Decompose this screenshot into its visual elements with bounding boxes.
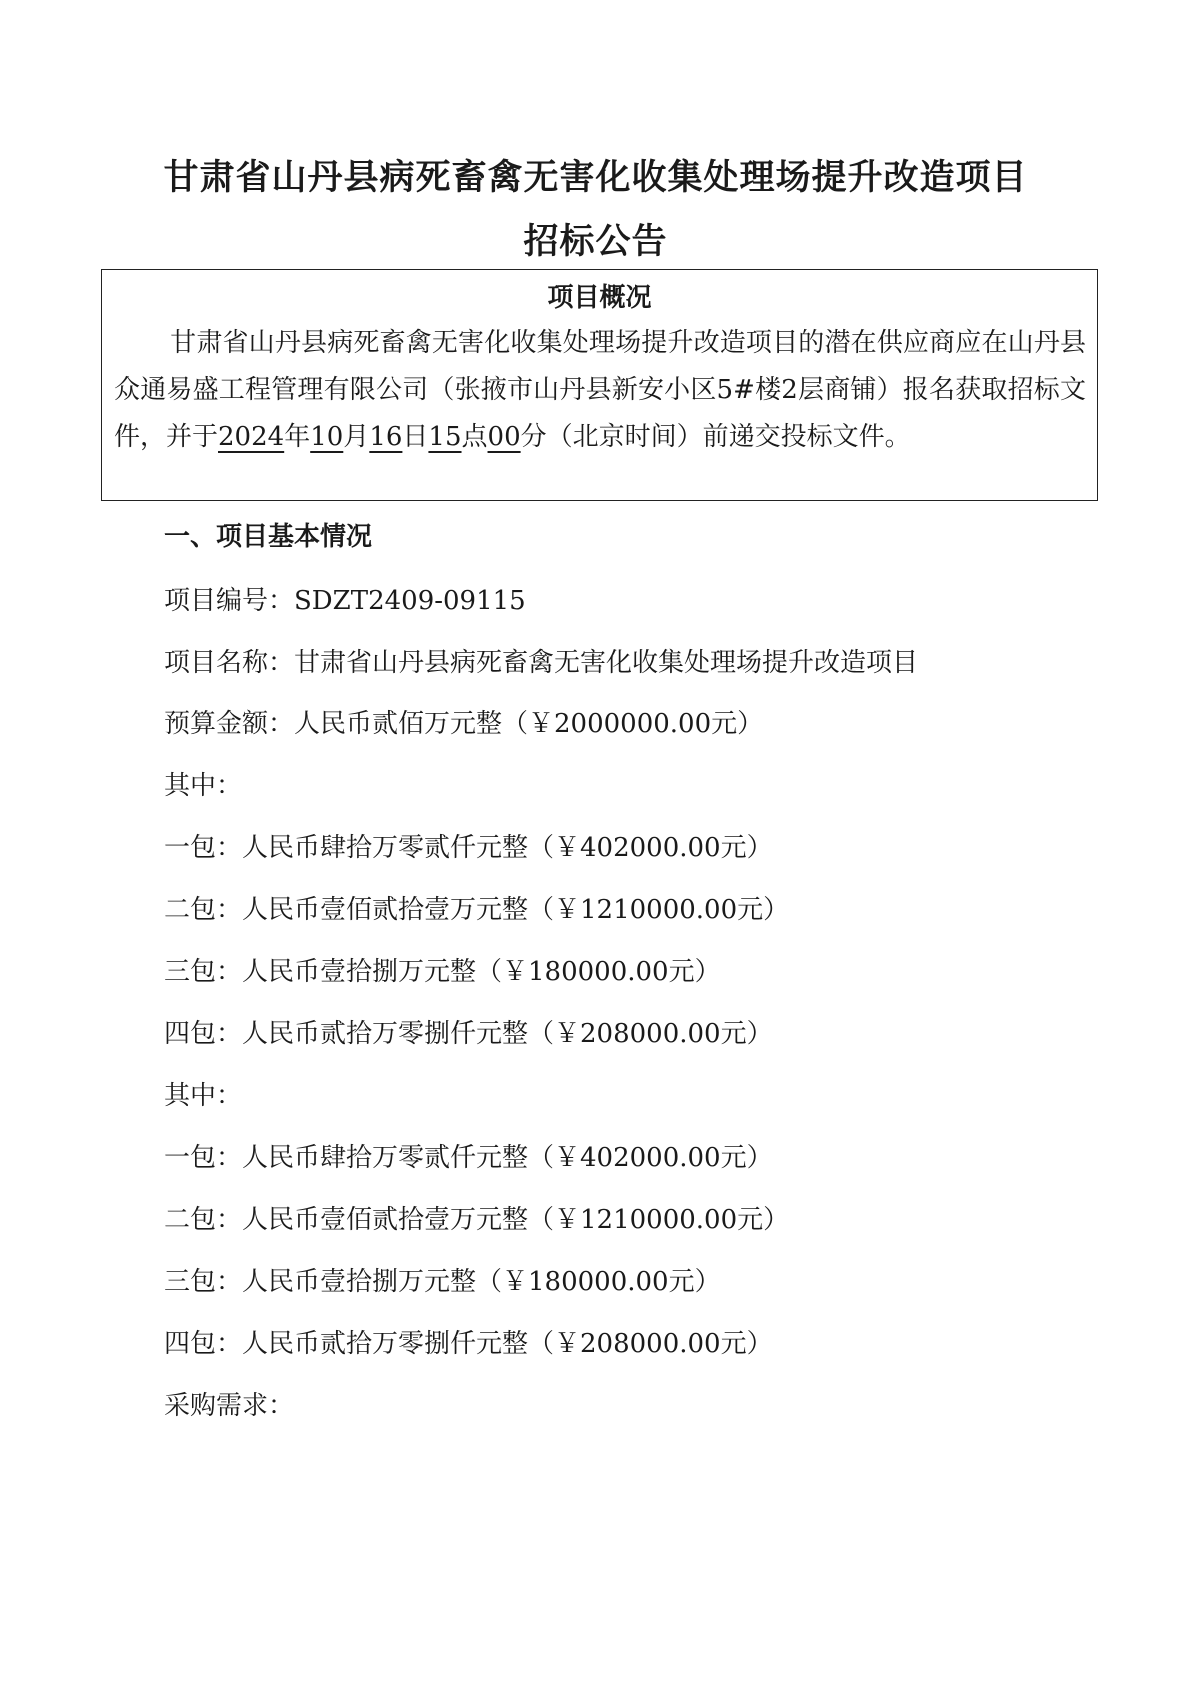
procurement-requirements-label: 采购需求： bbox=[164, 1391, 295, 1421]
document-title-line1: 甘肃省山丹县病死畜禽无害化收集处理场提升改造项目 bbox=[163, 158, 1028, 198]
project-name: 项目名称：甘肃省山丹县病死畜禽无害化收集处理场提升改造项目 bbox=[164, 648, 919, 678]
deadline-month: 10 bbox=[310, 422, 344, 452]
list-item: 三包：人民币壹拾捌万元整（￥180000.00元） bbox=[164, 957, 721, 987]
deadline-hour: 15 bbox=[428, 422, 462, 452]
deadline-day-label: 日 bbox=[402, 422, 429, 452]
deadline-year: 2024 bbox=[218, 422, 285, 452]
deadline-day: 16 bbox=[369, 422, 403, 452]
summary-text-before: 甘肃省山丹县病死畜禽无害化收集处理场提升改造项目的潜在供应商应在山丹县众通易盛工程管理有限公司（张掖市山丹县新安小区5#楼2层商铺）报名获取招标文件，并于 bbox=[114, 328, 1086, 452]
deadline-year-label: 年 bbox=[284, 422, 311, 452]
list-item: 二包：人民币壹佰贰拾壹万元整（￥1210000.00元） bbox=[164, 1205, 790, 1235]
deadline-minute: 00 bbox=[487, 422, 521, 452]
summary-heading: 项目概况 bbox=[547, 283, 652, 313]
list-item: 四包：人民币贰拾万零捌仟元整（￥208000.00元） bbox=[164, 1019, 773, 1049]
list-item: 四包：人民币贰拾万零捌仟元整（￥208000.00元） bbox=[164, 1329, 773, 1359]
list-item: 一包：人民币肆拾万零贰仟元整（￥402000.00元） bbox=[164, 833, 773, 863]
list-item: 二包：人民币壹佰贰拾壹万元整（￥1210000.00元） bbox=[164, 895, 790, 925]
budget-amount: 预算金额：人民币贰佰万元整（￥2000000.00元） bbox=[164, 709, 764, 739]
deadline-month-label: 月 bbox=[343, 422, 370, 452]
list-item: 其中： bbox=[164, 771, 243, 801]
project-number: 项目编号：SDZT2409-09115 bbox=[164, 586, 526, 616]
summary-text-after: （北京时间）前递交投标文件。 bbox=[546, 422, 911, 452]
summary-paragraph bbox=[114, 320, 1086, 461]
document-title-line2: 招标公告 bbox=[523, 222, 668, 262]
deadline-minute-label: 分 bbox=[520, 422, 547, 452]
deadline-hour-label: 点 bbox=[461, 422, 488, 452]
list-item: 其中： bbox=[164, 1081, 243, 1111]
section-heading-basic-info: 一、项目基本情况 bbox=[164, 522, 373, 552]
list-item: 三包：人民币壹拾捌万元整（￥180000.00元） bbox=[164, 1267, 721, 1297]
project-summary-box bbox=[101, 269, 1098, 501]
list-item: 一包：人民币肆拾万零贰仟元整（￥402000.00元） bbox=[164, 1143, 773, 1173]
